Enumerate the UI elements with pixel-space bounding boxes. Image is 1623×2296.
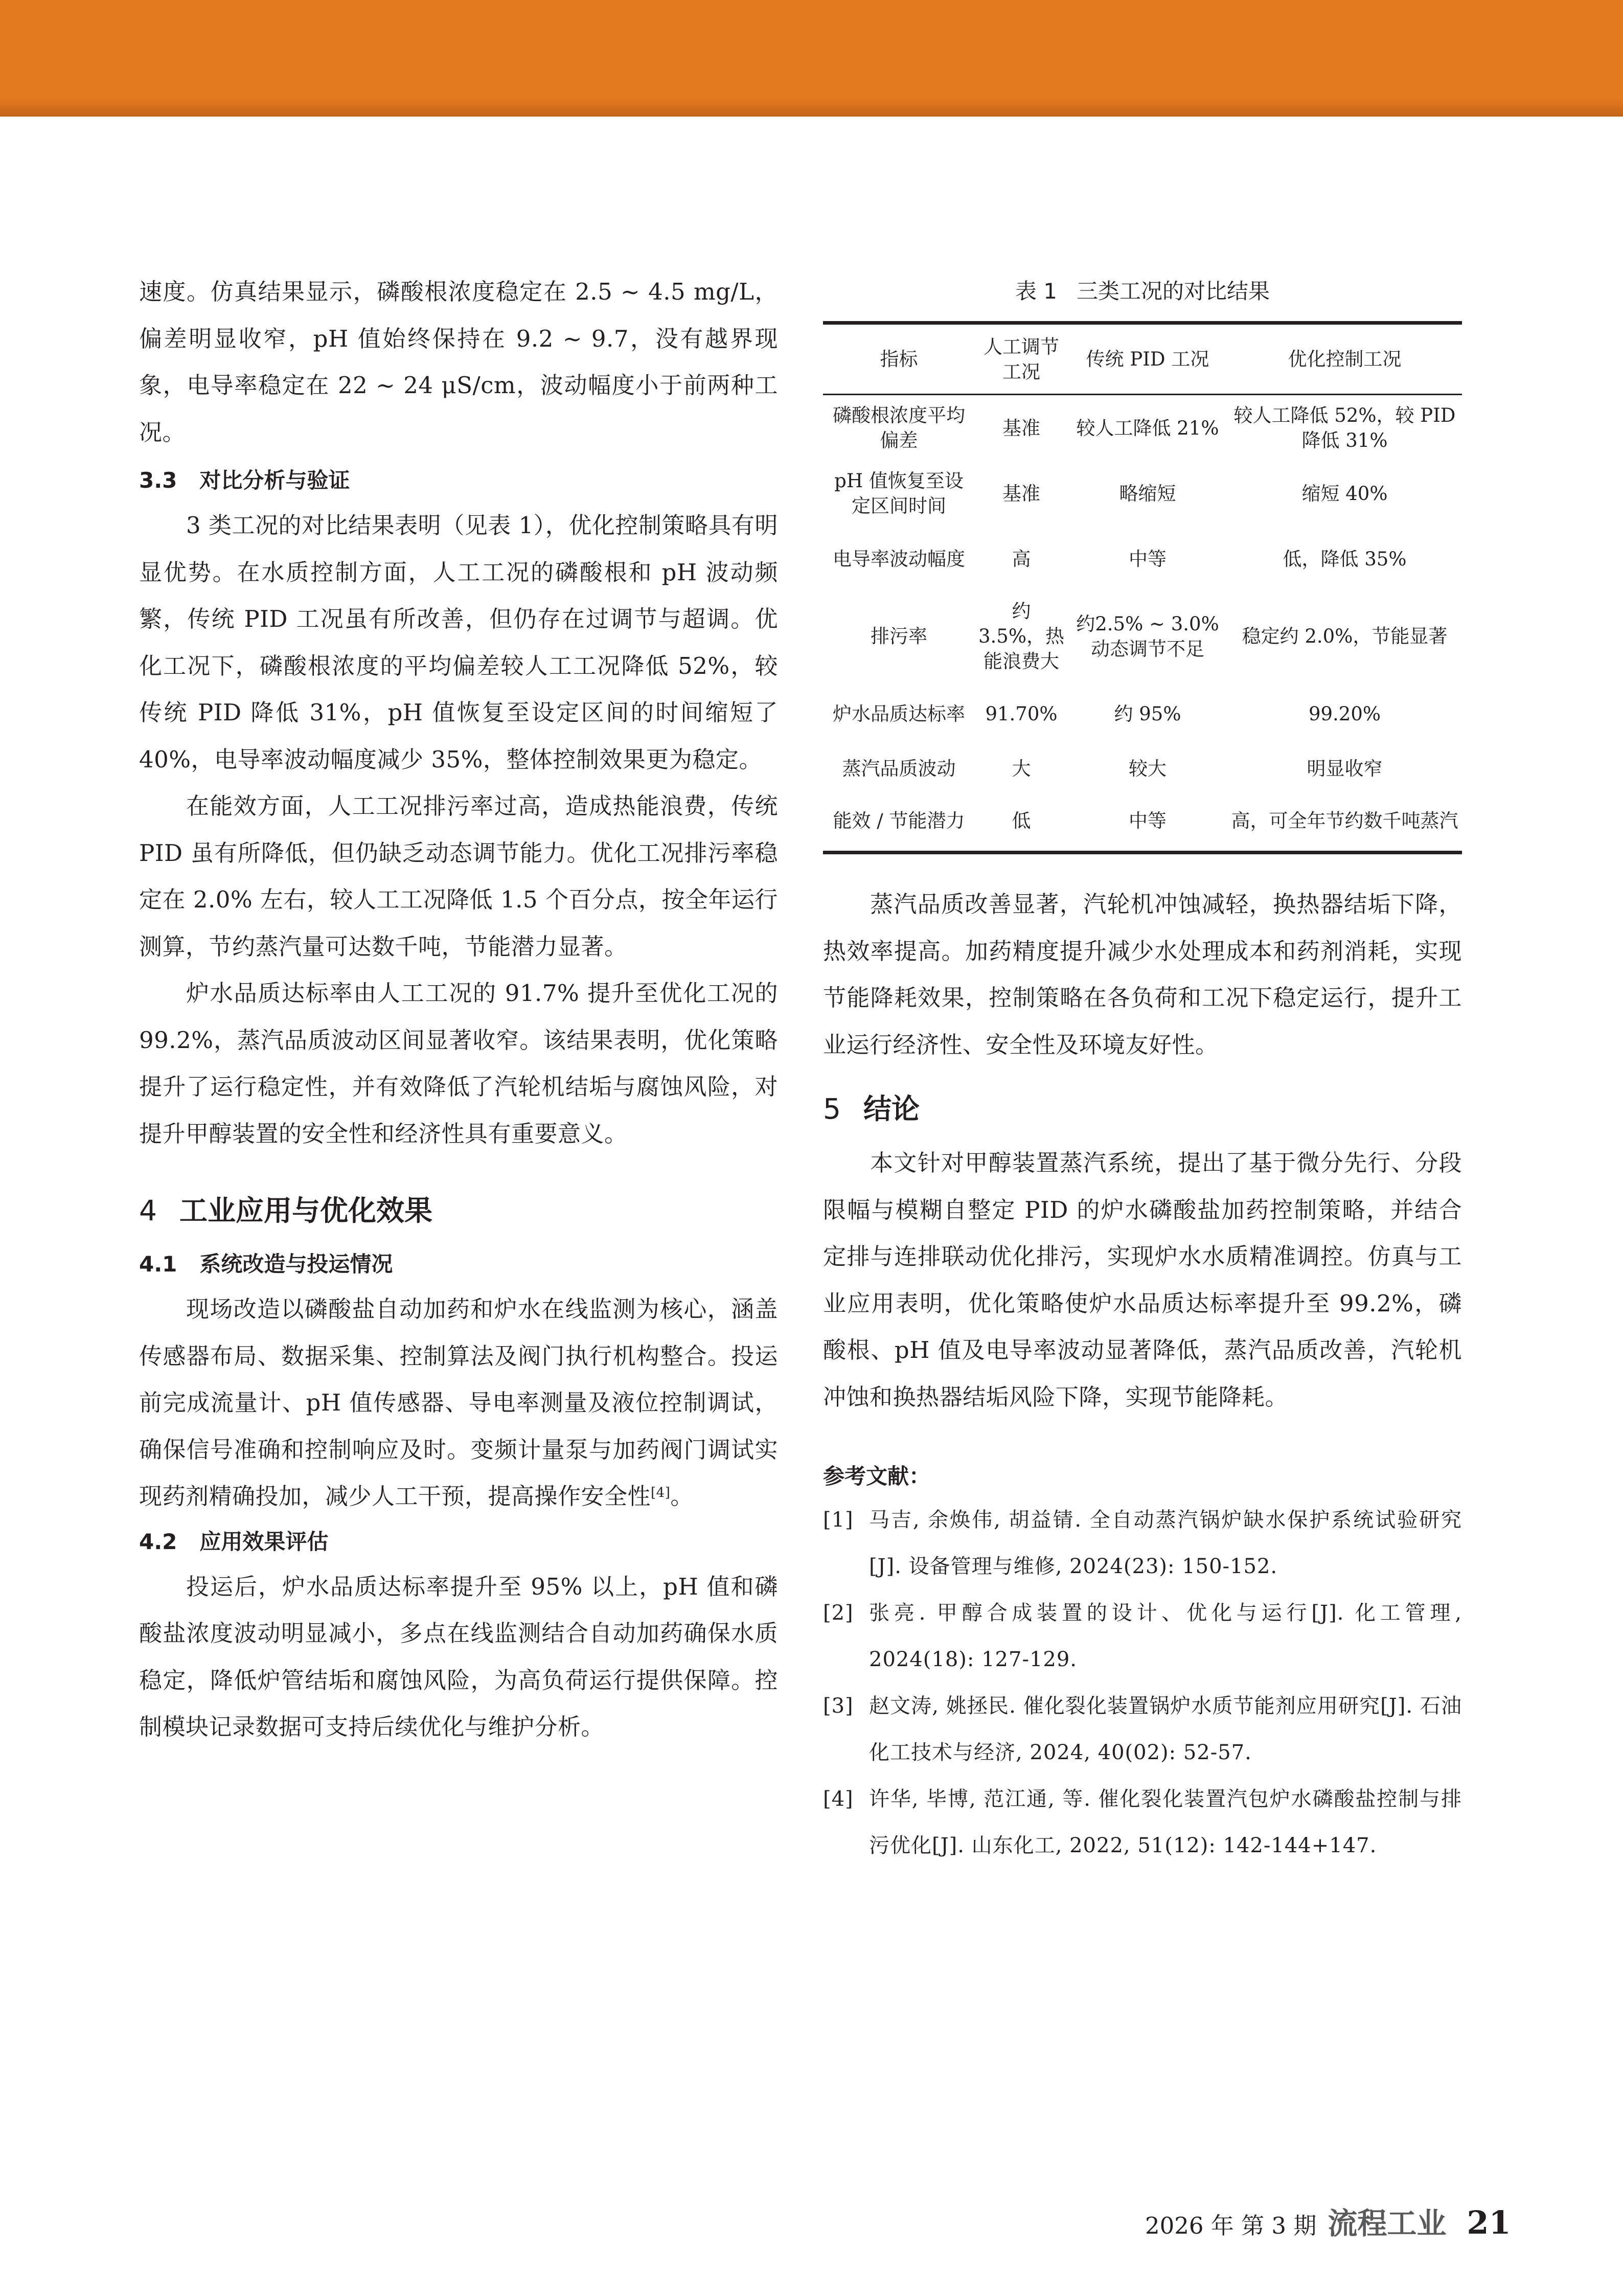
- table-cell: 电导率波动幅度: [833, 548, 965, 570]
- references-heading: 参考文献：: [823, 1464, 931, 1489]
- page-footer: [1145, 2199, 1511, 2242]
- table-row: [823, 461, 1462, 526]
- issue-label: 2026 年 第 3 期: [1145, 2212, 1317, 2239]
- table-row: [823, 746, 1462, 790]
- table-header-row: [823, 323, 1462, 395]
- table-title: 三类工况的对比结果: [1077, 279, 1270, 304]
- table-cell: pH 值恢复至设定区间时间: [834, 470, 964, 517]
- reference-list: [823, 1497, 1462, 1869]
- section-number: 4: [139, 1194, 157, 1227]
- reference-text: 赵文涛, 姚拯民. 催化裂化装置锅炉水质节能剂应用研究[J]. 石油化工技术与经济, 2024, 40(02): 52-57.: [869, 1694, 1462, 1764]
- section-3-3-heading: [139, 459, 778, 502]
- table-cell: 磷酸根浓度平均偏差: [833, 404, 965, 451]
- table-cell: 炉水品质达标率: [833, 702, 965, 725]
- table-row: [823, 395, 1462, 461]
- table-cell: 能效 / 节能潜力: [833, 809, 965, 832]
- journal-name: 流程工业: [1328, 2206, 1447, 2241]
- table-cell: 中等: [1129, 809, 1167, 832]
- table-cell: 排污率: [871, 625, 927, 647]
- table-cell: 低: [1012, 809, 1031, 832]
- section-number: 5: [823, 1093, 841, 1125]
- table-cell: 稳定约 2.0%，节能显著: [1242, 625, 1448, 647]
- reference-text: 马吉, 余焕伟, 胡益锖. 全自动蒸汽锅炉缺水保护系统试验研究[J]. 设备管理与维修, 2024(23): 150-152.: [869, 1508, 1462, 1578]
- table-cell: 基准: [1002, 482, 1040, 505]
- section-4-2-heading: [139, 1520, 778, 1563]
- table-cell: 99.20%: [1308, 702, 1381, 725]
- table-cell: 中等: [1129, 548, 1167, 570]
- section-title: 系统改造与投运情况: [199, 1252, 393, 1277]
- paragraph-steam-quality: 蒸汽品质改善显著，汽轮机冲蚀减轻，换热器结垢下降，热效率提高。加药精度提升减少水处理成本和药剂消耗，实现节能降耗效果，控制策略在各负荷和工况下稳定运行，提升工业运行经济性、安全性及环境友好性。: [823, 891, 1462, 1058]
- right-column: [823, 268, 1462, 1869]
- table-cell: 基准: [1002, 417, 1040, 439]
- paragraph-system-retrofit: [139, 1286, 778, 1520]
- table-cell: 约2.5% ~ 3.0% 动态调节不足: [1076, 612, 1219, 660]
- table-row: [823, 592, 1462, 681]
- section-number: 3.3: [139, 468, 177, 493]
- table-cell: 缩短 40%: [1301, 482, 1388, 505]
- section-4-1-heading: [139, 1242, 778, 1286]
- table-cell: 较人工降低 52%，较 PID 降低 31%: [1233, 404, 1456, 451]
- paragraph-comparison: 3 类工况的对比结果表明（见表 1），优化控制策略具有明显优势。在水质控制方面，人工工况的磷酸根和 pH 波动频繁，传统 PID 工况虽有所改善，但仍存在过调节与超调。优化工况下，磷酸根浓度的平均偏差较人工工况降低 52%，较传统 PID 降低 31%，pH 值恢复至设定区间的时间缩短了 40%，电导率波动幅度减少 35%，整体控制效果更为稳定。: [139, 512, 778, 773]
- section-4-heading: [139, 1185, 778, 1236]
- page-number: 21: [1467, 2204, 1511, 2241]
- reference-item: [823, 1590, 1462, 1683]
- reference-text: 张亮. 甲醇合成装置的设计、优化与运行[J]. 化工管理, 2024(18): 127-129.: [869, 1601, 1462, 1671]
- table-caption: [823, 276, 1462, 312]
- reference-item: [823, 1776, 1462, 1869]
- table-cell: 较大: [1129, 757, 1167, 780]
- reference-number: [2]: [823, 1601, 854, 1625]
- section-title: 应用效果评估: [199, 1529, 329, 1554]
- paragraph-simulation-result: 速度。仿真结果显示，磷酸根浓度稳定在 2.5 ~ 4.5 mg/L，偏差明显收窄，pH 值始终保持在 9.2 ~ 9.7，没有越界现象，电导率稳定在 22 ~ 24 μS/cm，波动幅度小于前两种工况。: [139, 278, 778, 446]
- column-header-indicator: 指标: [880, 348, 918, 370]
- paragraph-conclusion: 本文针对甲醇装置蒸汽系统，提出了基于微分先行、分段限幅与模糊自整定 PID 的炉水磷酸盐加药控制策略，并结合定排与连排联动优化排污，实现炉水水质精准调控。仿真与工业应用表明，优化策略使炉水品质达标率提升至 99.2%，磷酸根、pH 值及电导率波动显著降低，蒸汽品质改善，汽轮机冲蚀和换热器结垢风险下降，实现节能降耗。: [823, 1149, 1462, 1411]
- table-cell: 约 95%: [1114, 702, 1181, 725]
- reference-number: [1]: [823, 1508, 854, 1532]
- section-title: 结论: [863, 1093, 920, 1125]
- paragraph-application-effect: 投运后，炉水品质达标率提升至 95% 以上，pH 值和磷酸盐浓度波动明显减小，多点在线监测结合自动加药确保水质稳定，降低炉管结垢和腐蚀风险，为高负荷运行提供保障。控制模块记录数据可支持后续优化与维护分析。: [139, 1573, 778, 1740]
- column-header-manual: 人工调节工况: [984, 335, 1059, 383]
- paragraph-water-quality: 炉水品质达标率由人工工况的 91.7% 提升至优化工况的 99.2%，蒸汽品质波动区间显著收窄。该结果表明，优化策略提升了运行稳定性，并有效降低了汽轮机结垢与腐蚀风险，对提升甲醇装置的安全性和经济性具有重要意义。: [139, 980, 778, 1147]
- table-row: [823, 790, 1462, 853]
- header-band: [0, 0, 1623, 117]
- citation-link[interactable]: [4]: [651, 1485, 671, 1501]
- table-cell: 略缩短: [1119, 482, 1176, 505]
- table-cell: 高: [1012, 548, 1031, 570]
- table-cell: 91.70%: [985, 702, 1058, 725]
- table-row: [823, 681, 1462, 746]
- table-number: 表 1: [1015, 279, 1058, 304]
- reference-text: 许华, 毕博, 范江通, 等. 催化裂化装置汽包炉水磷酸盐控制与排污优化[J]. 山东化工, 2022, 51(12): 142-144+147.: [869, 1787, 1462, 1857]
- section-number: 4.2: [139, 1529, 177, 1554]
- column-header-optimized: 优化控制工况: [1288, 348, 1402, 370]
- paragraph-energy-efficiency: 在能效方面，人工工况排污率过高，造成热能浪费，传统 PID 虽有所降低，但仍缺乏动态调节能力。优化工况排污率稳定在 2.0% 左右，较人工工况降低 1.5 个百分点，按全年运行测算，节约蒸汽量可达数千吨，节能潜力显著。: [139, 792, 778, 960]
- section-title: 对比分析与验证: [199, 468, 350, 493]
- table-cell: 大: [1012, 757, 1031, 780]
- paragraph-end: 。: [670, 1483, 694, 1510]
- reference-number: [3]: [823, 1694, 854, 1718]
- table-cell: 低，降低 35%: [1283, 548, 1407, 570]
- section-5-heading: [823, 1083, 1462, 1134]
- table-cell: 蒸汽品质波动: [842, 757, 956, 780]
- table-cell: 高，可全年节约数千吨蒸汽: [1231, 809, 1458, 832]
- table-row: [823, 526, 1462, 592]
- column-header-traditional-pid: 传统 PID 工况: [1086, 348, 1209, 370]
- reference-number: [4]: [823, 1787, 854, 1811]
- section-number: 4.1: [139, 1252, 177, 1277]
- table-cell: 约 3.5%，热能浪费大: [978, 600, 1064, 672]
- section-title: 工业应用与优化效果: [179, 1194, 433, 1227]
- reference-item: [823, 1683, 1462, 1776]
- table-cell: 明显收窄: [1307, 757, 1383, 780]
- comparison-table: [823, 321, 1462, 854]
- table-cell: 较人工降低 21%: [1076, 417, 1219, 439]
- left-column: [139, 268, 778, 1751]
- reference-item: [823, 1497, 1462, 1590]
- paragraph-text: 现场改造以磷酸盐自动加药和炉水在线监测为核心，涵盖传感器布局、数据采集、控制算法及阀门执行机构整合。投运前完成流量计、pH 值传感器、导电率测量及液位控制调试，确保信号准确和控制响应及时。变频计量泵与加药阀门调试实现药剂精确投加，减少人工干预，提高操作安全性: [139, 1295, 778, 1510]
